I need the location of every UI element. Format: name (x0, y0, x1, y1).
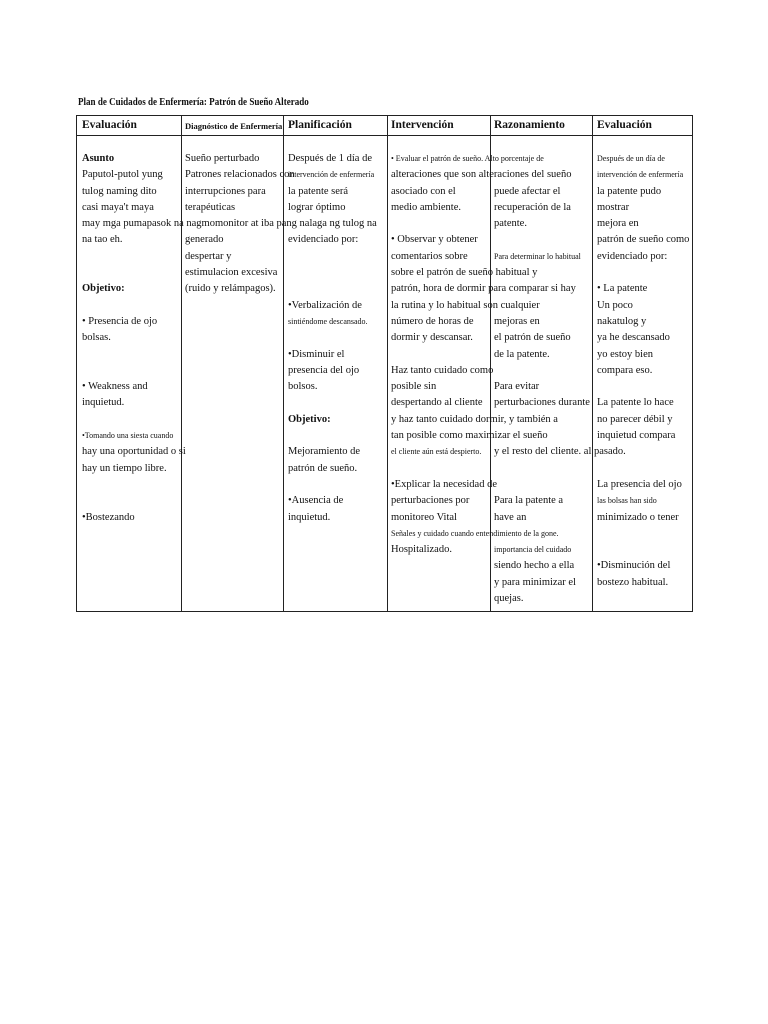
cell-text-line: tan posible como maximizar el sueño (391, 430, 548, 442)
cell-text-line: La patente lo hace (597, 397, 674, 409)
cell-text-line: bostezo habitual. (597, 576, 669, 588)
header-evaluacion-final: Evaluación (597, 119, 652, 131)
blank-line (597, 379, 689, 395)
cell-text-line: el cliente aún está despierto. (391, 447, 482, 457)
cell-text-line: • Presencia de ojo (82, 315, 158, 327)
column-diagnostico (185, 151, 295, 298)
cell-text-line: estimulacion excesiva (185, 267, 278, 279)
cell-text-line: (ruido y relámpagos). (185, 283, 276, 295)
cell-text-line: •Tomando una siesta cuando (82, 431, 174, 441)
cell-text-line: nakatulog y (597, 315, 647, 327)
cell-text-line: comentarios sobre (391, 250, 468, 262)
cell-text-line: inquietud compara (597, 430, 676, 442)
cell-text-line: recuperación de la (494, 201, 571, 213)
cell-text-line: Objetivo: (288, 413, 331, 425)
cell-text-line: sobre el patrón de sueño habitual y (391, 267, 538, 279)
header-diagnostico: Diagnóstico de Enfermería (185, 121, 283, 131)
cell-text-line: Señales y cuidado cuando entendimiento de la gone. (391, 528, 559, 538)
cell-text-line: intervención de enfermería (288, 170, 375, 180)
column-divider (387, 116, 388, 611)
blank-line (288, 281, 374, 297)
cell-text-line: •Disminuir el (288, 348, 345, 360)
blank-line (288, 265, 374, 281)
cell-text-line: ya he descansado (597, 332, 670, 344)
blank-line (288, 395, 374, 411)
cell-text-line: Un poco (597, 299, 633, 311)
cell-text-line: medio ambiente. (391, 201, 461, 213)
cell-text-line: quejas. (494, 593, 524, 605)
cell-text-line: patrón de sueño. (288, 462, 358, 474)
cell-text-line: Patrones relacionados con (185, 169, 295, 181)
cell-text-line: importancia del cuidado (494, 545, 572, 555)
cell-text-line: Para evitar (494, 381, 540, 393)
cell-text-line: número de horas de (391, 315, 474, 327)
cell-text-line: bolsas. (82, 332, 111, 344)
cell-text-line: mejoras en (494, 315, 540, 327)
cell-text-line: Para determinar lo habitual (494, 251, 581, 261)
cell-text-line: Haz tanto cuidado como (391, 364, 494, 376)
cell-text-line: sintiéndome descansado. (288, 316, 368, 326)
cell-text-line: de la patente. (494, 348, 550, 360)
cell-text-line: no parecer débil y (597, 413, 673, 425)
cell-text-line: y haz tanto cuidado dormir, y también a (391, 413, 558, 425)
cell-text-line: monitoreo Vital (391, 511, 457, 523)
cell-text-line: •Ausencia de (288, 495, 344, 507)
cell-text-line: • La patente (597, 283, 648, 295)
blank-line (597, 526, 689, 542)
cell-text-line: Para la patente a (494, 495, 564, 507)
cell-text-line: Asunto (82, 153, 115, 164)
care-plan-table (76, 115, 693, 612)
cell-text-line: • Observar y obtener (391, 234, 478, 246)
cell-text-line: minimizado o tener (597, 511, 679, 523)
cell-text-line: alteraciones que son alteraciones del sueño (391, 169, 572, 181)
cell-text-line: • Evaluar el patrón de sueño. Alto porcentaje de (391, 154, 544, 163)
cell-text-line: Objetivo: (82, 283, 125, 295)
cell-text-line: •Bostezando (82, 511, 135, 523)
cell-text-line: Paputol-putol yung (82, 169, 163, 181)
cell-text-line: intervención de enfermería (597, 170, 684, 180)
cell-text-line: asociado con el (391, 185, 456, 197)
cell-text-line: have an (494, 511, 527, 523)
cell-text-line: generado (185, 234, 224, 246)
cell-text-line: La presencia del ojo (597, 478, 682, 490)
blank-line (288, 330, 374, 346)
cell-text-line: Después de un día de (597, 154, 665, 163)
header-divider (77, 135, 692, 136)
cell-text-line: may mga pumapasok na nagmomonitor at iba pang nalaga ng tulog na (82, 218, 377, 230)
blank-line (288, 216, 374, 232)
cell-text-line: posible sin (391, 381, 437, 393)
cell-text-line: el patrón de sueño (494, 332, 571, 344)
cell-text-line: evidenciado por: (597, 250, 668, 262)
header-razonamiento: Razonamiento (494, 119, 565, 131)
cell-text-line: interrupciones para (185, 185, 266, 197)
cell-text-line: despertar y (185, 250, 232, 262)
blank-line (288, 428, 374, 444)
cell-text-line: compara eso. (597, 364, 653, 376)
cell-text-line: lograr óptimo (288, 201, 346, 213)
cell-text-line: • Weakness and (82, 381, 148, 393)
cell-text-line: las bolsas han sido (597, 496, 657, 506)
header-evaluacion: Evaluación (82, 119, 137, 131)
blank-line (185, 216, 295, 232)
cell-text-line: la rutina y lo habitual son cualquier (391, 299, 540, 311)
cell-text-line: la patente pudo (597, 185, 662, 197)
cell-text-line: siendo hecho a ella (494, 560, 575, 572)
column-evaluacion-final (597, 151, 689, 591)
header-intervencion: Intervención (391, 119, 454, 131)
cell-text-line: tulog naming dito (82, 185, 157, 197)
cell-text-line: casi maya't maya (82, 201, 154, 213)
cell-text-line: inquietud. (82, 397, 125, 409)
cell-text-line: hay una oportunidad o si (82, 446, 186, 458)
cell-text-line: y el resto del cliente. al pasado. (494, 446, 626, 458)
document-title: Plan de Cuidados de Enfermería: Patrón de Sueño Alterado (78, 97, 309, 108)
cell-text-line: mostrar (597, 201, 630, 213)
cell-text-line: evidenciado por: (288, 234, 359, 246)
cell-text-line: terapéuticas (185, 201, 236, 213)
cell-text-line: Sueño perturbado (185, 153, 260, 164)
cell-text-line: bolsos. (288, 381, 318, 393)
cell-text-line: yo estoy bien (597, 348, 653, 360)
cell-text-line: puede afectar el (494, 185, 561, 197)
cell-text-line: presencia del ojo (288, 364, 360, 376)
blank-line (597, 542, 689, 558)
cell-text-line: Después de 1 día de (288, 153, 372, 164)
cell-text-line: Mejoramiento de (288, 446, 361, 458)
cell-text-line: patente. (494, 218, 527, 230)
header-planificacion: Planificación (288, 119, 352, 131)
cell-text-line: patrón de sueño como (597, 234, 690, 246)
blank-line (288, 249, 374, 265)
cell-text-line: Hospitalizado. (391, 544, 452, 556)
column-planificacion (288, 151, 374, 526)
cell-text-line: la patente será (288, 185, 349, 197)
blank-line (597, 265, 689, 281)
cell-text-line: perturbaciones por (391, 495, 470, 507)
cell-text-line: hay un tiempo libre. (82, 462, 167, 474)
cell-text-line: •Explicar la necesidad de (391, 478, 497, 490)
cell-text-line: dormir y descansar. (391, 332, 473, 344)
cell-text-line: patrón, hora de dormir para comparar si hay (391, 283, 576, 295)
blank-line (597, 461, 689, 477)
cell-text-line: mejora en (597, 218, 639, 230)
cell-text-line: •Verbalización de (288, 299, 362, 311)
cell-text-line: y para minimizar el (494, 576, 576, 588)
blank-line (597, 444, 689, 460)
cell-text-line: despertando al cliente (391, 397, 483, 409)
blank-line (288, 477, 374, 493)
cell-text-line: perturbaciones durante (494, 397, 590, 409)
cell-text-line: •Disminución del (597, 560, 671, 572)
cell-text-line: inquietud. (288, 511, 331, 523)
cell-text-line: na tao eh. (82, 234, 123, 246)
